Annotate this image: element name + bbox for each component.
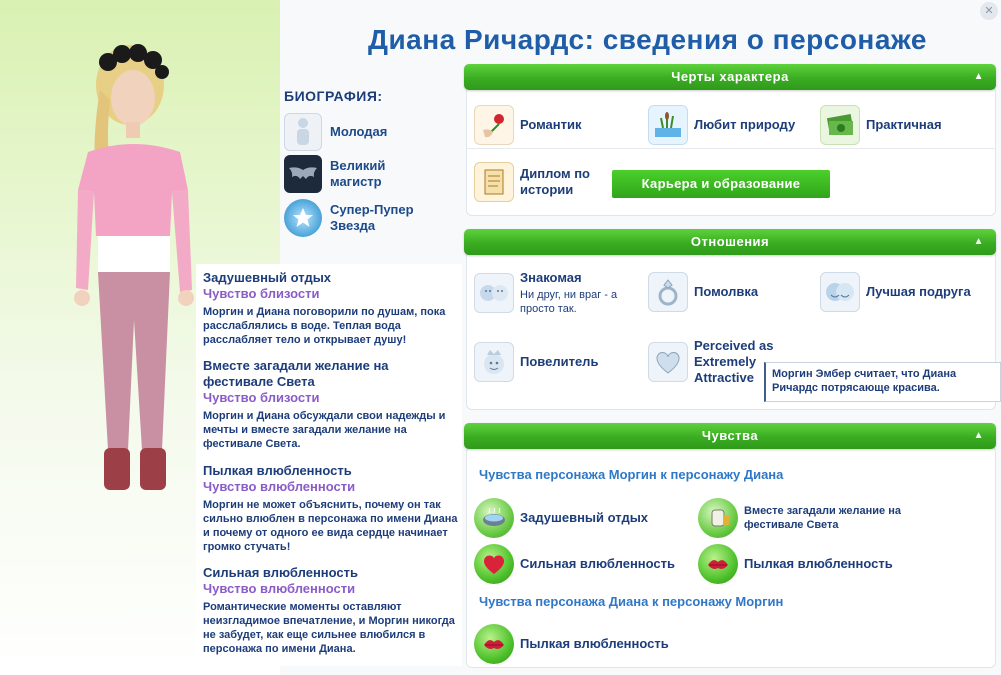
relationship-item[interactable] <box>648 272 758 312</box>
ring-icon <box>648 272 688 312</box>
relationship-label: Лучшая подруга <box>866 284 971 299</box>
feeling-label: Вместе загадали желание на фестивале Света <box>744 505 901 531</box>
bio-item-career-level[interactable] <box>284 199 440 237</box>
relationship-item[interactable] <box>820 272 971 312</box>
sim-face <box>111 70 155 126</box>
relationship-label: Perceived as Extremely Attractive <box>694 338 774 385</box>
feeling-item[interactable] <box>474 624 669 664</box>
moodlet-item <box>203 358 461 451</box>
moodlet-title: Задушевный отдых <box>203 270 332 285</box>
traits-header-label: Черты характера <box>671 69 789 84</box>
moodlet-title: Вместе загадали желание на фестивале Света <box>203 358 389 389</box>
close-button[interactable]: ✕ <box>980 2 998 20</box>
sim-portrait <box>58 40 208 515</box>
sim-boot-right <box>140 448 166 490</box>
hot-tub-icon <box>474 498 514 538</box>
relationship-label: Помолвка <box>694 284 759 299</box>
superstar-icon <box>284 199 322 237</box>
feeling-label: Пылкая влюбленность <box>520 636 669 651</box>
relationship-label: Повелитель <box>520 354 599 369</box>
page-title: Диана Ричардс: сведения о персонаже <box>368 24 927 55</box>
traits-divider <box>466 148 996 149</box>
lantern-icon <box>698 498 738 538</box>
bio-item-age[interactable] <box>284 113 440 151</box>
nature-icon <box>648 105 688 145</box>
relationship-label: Знакомая <box>520 270 582 285</box>
feelings-from-diana-title: Чувства персонажа Диана к персонажу Моргин <box>479 594 784 609</box>
attractive-icon <box>648 342 688 382</box>
acquaintance-icon <box>474 273 514 313</box>
feeling-item[interactable] <box>474 498 648 538</box>
sim-pants <box>98 272 170 450</box>
moodlet-description: Моргин не может объяснить, почему он так сильно влюблен в персонажа по имени Диана и почему от одного ее вида сердце начинает громко стучать! <box>203 499 458 553</box>
young-adult-icon <box>284 113 322 151</box>
moodlet-description: Романтические моменты оставляют неизгладимое впечатление, и Моргин никогда не забудет, как еще сильнее влюбился в персонажа по имени Диана. <box>203 601 455 655</box>
feeling-item[interactable] <box>698 544 893 584</box>
feelings-header-label: Чувства <box>701 428 759 443</box>
bat-aspiration-icon <box>284 155 322 193</box>
feelings-from-morgin-title: Чувства персонажа Моргин к персонажу Диана <box>479 467 784 482</box>
moodlet-title: Сильная влюбленность <box>203 565 359 580</box>
relationship-item[interactable] <box>648 338 774 386</box>
moodlet-item <box>203 270 461 347</box>
trait-label: Романтик <box>520 117 582 132</box>
sim-top <box>98 236 170 272</box>
collapse-arrow-icon[interactable]: ▲ <box>973 71 984 82</box>
trait-item[interactable] <box>820 105 942 145</box>
rose-hand-icon <box>474 105 514 145</box>
feelings-header[interactable] <box>464 423 996 449</box>
relationship-item[interactable] <box>474 270 645 316</box>
feeling-label: Пылкая влюбленность <box>744 556 893 571</box>
biography-title: БИОГРАФИЯ: <box>284 88 383 104</box>
best-friend-icon <box>820 272 860 312</box>
sim-boot-left <box>104 448 130 490</box>
moodlet-description: Моргин и Диана поговорили по душам, пока расслаблялись в воде. Теплая вода расслабляет тело и открывает душу! <box>203 306 446 346</box>
relationship-item[interactable] <box>474 342 598 382</box>
trait-label: Любит природу <box>694 117 796 132</box>
trait-item[interactable] <box>648 105 795 145</box>
master-icon <box>474 342 514 382</box>
trait-item[interactable] <box>474 105 582 145</box>
moodlet-kind: Чувство влюбленности <box>203 479 356 494</box>
feeling-label: Задушевный отдых <box>520 510 649 525</box>
moodlet-title: Пылкая влюбленность <box>203 463 352 478</box>
bio-item-aspiration[interactable] <box>284 155 440 193</box>
moodlet-kind: Чувство влюбленности <box>203 581 356 596</box>
collapse-arrow-icon[interactable]: ▲ <box>973 236 984 247</box>
moodlet-item <box>203 565 461 656</box>
trait-label: Практичная <box>866 117 942 132</box>
feeling-item[interactable] <box>698 498 919 538</box>
moodlet-item <box>203 463 461 554</box>
kiss-icon <box>698 544 738 584</box>
sim-sweater <box>78 144 188 236</box>
collapse-arrow-icon[interactable]: ▲ <box>973 430 984 441</box>
kiss-icon <box>474 624 514 664</box>
bio-item-label: Супер-Пупер Звезда <box>330 202 414 233</box>
scroll-diploma-icon <box>474 162 514 202</box>
relationship-description: Ни друг, ни враг - а просто так. <box>520 289 618 315</box>
moodlet-description: Моргин и Диана обсуждали свои надежды и мечты и вместе загадали желание на фестивале Света. <box>203 410 446 450</box>
feeling-item[interactable] <box>474 544 675 584</box>
relationships-header-label: Отношения <box>690 234 770 249</box>
relationship-tooltip: Моргин Эмбер считает, что Диана Ричардс потрясающе красива. <box>764 362 1001 402</box>
feeling-label: Сильная влюбленность <box>520 556 676 571</box>
bio-item-label: Молодая <box>330 124 388 139</box>
career-education-button[interactable]: Карьера и образование <box>612 170 830 198</box>
heart-icon <box>474 544 514 584</box>
relationships-header[interactable] <box>464 229 996 255</box>
bio-item-label: Великий магистр <box>330 158 386 189</box>
reward-label: Диплом по истории <box>520 166 590 197</box>
reward-item[interactable] <box>474 162 610 202</box>
traits-header[interactable] <box>464 64 996 90</box>
moodlet-kind: Чувство близости <box>203 390 320 405</box>
money-icon <box>820 105 860 145</box>
moodlet-kind: Чувство близости <box>203 286 320 301</box>
